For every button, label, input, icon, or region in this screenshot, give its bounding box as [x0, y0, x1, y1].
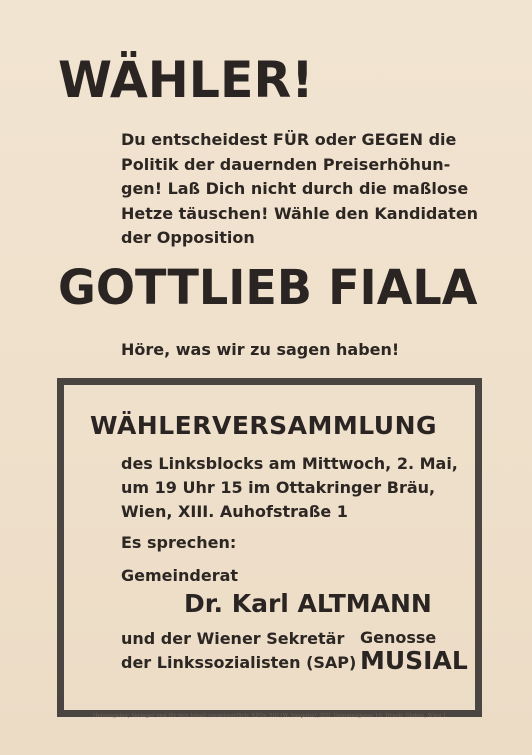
speaker1-role: Gemeinderat: [121, 566, 239, 585]
speakers-label: Es sprechen:: [121, 533, 237, 552]
intro-text: Du entscheidest FÜR oder GEGEN die Politik der dauernden Preiserhöhun- gen! Laß Dich nicht durch die maßlose Hetze täuschen! Wähle den Kandidaten der Opposition: [121, 130, 479, 247]
imprint-footer: Herausgeber, Verleger und für den Inhalt verantwortlich: KPOe XIII (W. Vaupotic), XIII. Dominusgasse 10. Druck: Globus, Wien I.: [92, 713, 448, 719]
speaker2-name: MUSIAL: [360, 646, 468, 675]
speaker1-name: Dr. Karl ALTMANN: [184, 589, 432, 618]
headline: WÄHLER!: [58, 51, 314, 109]
speaker2-title: Genosse: [360, 628, 437, 647]
candidate-name: GOTTLIEB FIALA: [58, 260, 478, 316]
assembly-details: des Linksblocks am Mittwoch, 2. Mai, um 19 Uhr 15 im Ottakringer Bräu, Wien, XIII. Auhofstraße 1: [121, 454, 458, 521]
assembly-title: WÄHLERVERSAMMLUNG: [90, 411, 438, 440]
speaker2-role: und der Wiener Sekretär der Linkssozialisten (SAP): [121, 629, 357, 672]
listen-text: Höre, was wir zu sagen haben!: [121, 340, 400, 359]
